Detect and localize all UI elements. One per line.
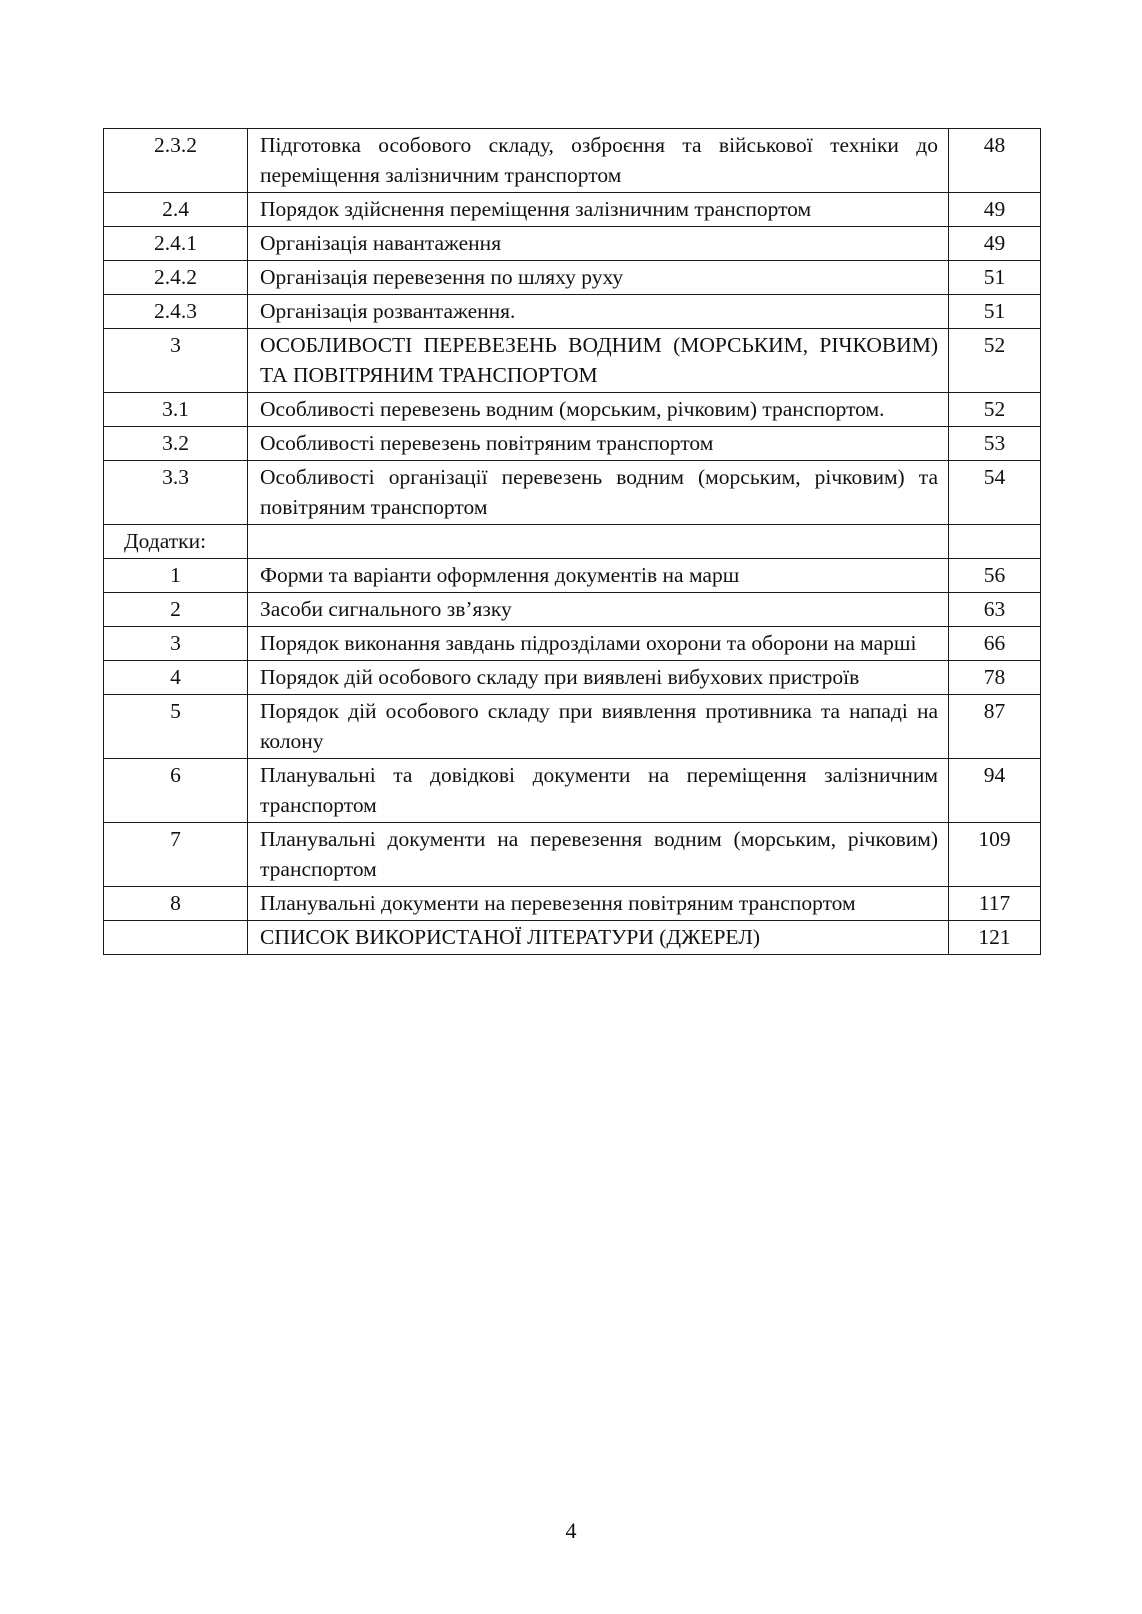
- toc-section-title: Організація перевезення по шляху руху: [248, 261, 949, 295]
- toc-page-number: 63: [949, 593, 1041, 627]
- toc-section-title: Планувальні та довідкові документи на переміщення залізничним транспортом: [248, 759, 949, 823]
- toc-section-number: 2.4.3: [104, 295, 248, 329]
- toc-section-number: 2.4.2: [104, 261, 248, 295]
- toc-section-title: ОСОБЛИВОСТІ ПЕРЕВЕЗЕНЬ ВОДНИМ (МОРСЬКИМ, РІЧКОВИМ) ТА ПОВІТРЯНИМ ТРАНСПОРТОМ: [248, 329, 949, 393]
- toc-row: [104, 559, 1041, 593]
- toc-section-number: [104, 921, 248, 955]
- toc-row: [104, 759, 1041, 823]
- toc-section-number: 3: [104, 627, 248, 661]
- toc-section-number: 5: [104, 695, 248, 759]
- toc-page-number: 48: [949, 129, 1041, 193]
- toc-page-number: 66: [949, 627, 1041, 661]
- toc-section-number: 2.4: [104, 193, 248, 227]
- toc-row: [104, 887, 1041, 921]
- toc-row: [104, 329, 1041, 393]
- toc-page-number: 52: [949, 393, 1041, 427]
- toc-section-number: 2: [104, 593, 248, 627]
- toc-section-number: 8: [104, 887, 248, 921]
- toc-row: [104, 661, 1041, 695]
- toc-section-number: 3: [104, 329, 248, 393]
- toc-page-number: 78: [949, 661, 1041, 695]
- toc-row: [104, 393, 1041, 427]
- toc-section-number: 1: [104, 559, 248, 593]
- toc-row: [104, 227, 1041, 261]
- toc-section-title: Особливості перевезень водним (морським, річковим) транспортом.: [248, 393, 949, 427]
- toc-page-number: [949, 525, 1041, 559]
- toc-section-title: СПИСОК ВИКОРИСТАНОЇ ЛІТЕРАТУРИ (ДЖЕРЕЛ): [248, 921, 949, 955]
- table-of-contents: [103, 128, 1041, 955]
- toc-page-number: 117: [949, 887, 1041, 921]
- toc-row: [104, 921, 1041, 955]
- toc-page-number: 94: [949, 759, 1041, 823]
- toc-section-number: 3.2: [104, 427, 248, 461]
- toc-page-number: 51: [949, 295, 1041, 329]
- toc-page-number: 51: [949, 261, 1041, 295]
- toc-body: [104, 129, 1041, 955]
- toc-section-title: Особливості організації перевезень водним (морським, річковим) та повітряним транспортом: [248, 461, 949, 525]
- toc-page-number: 54: [949, 461, 1041, 525]
- toc-section-title: Засоби сигнального зв’язку: [248, 593, 949, 627]
- toc-row: [104, 461, 1041, 525]
- toc-section-title: Порядок дій особового складу при виявлені вибухових пристроїв: [248, 661, 949, 695]
- toc-section-number: 2.3.2: [104, 129, 248, 193]
- toc-section-title: Організація навантаження: [248, 227, 949, 261]
- toc-page-number: 109: [949, 823, 1041, 887]
- toc-row: [104, 823, 1041, 887]
- toc-page-number: 121: [949, 921, 1041, 955]
- toc-page-number: 49: [949, 227, 1041, 261]
- toc-section-title: Порядок дій особового складу при виявлення противника та нападі на колону: [248, 695, 949, 759]
- toc-section-number: 3.1: [104, 393, 248, 427]
- toc-page-number: 56: [949, 559, 1041, 593]
- toc-section-title: [248, 525, 949, 559]
- toc-section-number: 7: [104, 823, 248, 887]
- toc-row: [104, 129, 1041, 193]
- toc-section-title: Планувальні документи на перевезення водним (морським, річковим) транспортом: [248, 823, 949, 887]
- toc-row: [104, 525, 1041, 559]
- toc-section-title: Форми та варіанти оформлення документів на марш: [248, 559, 949, 593]
- toc-row: [104, 193, 1041, 227]
- toc-page-number: 52: [949, 329, 1041, 393]
- toc-section-title: Організація розвантаження.: [248, 295, 949, 329]
- toc-section-number: Додатки:: [104, 525, 248, 559]
- toc-section-number: 6: [104, 759, 248, 823]
- toc-row: [104, 627, 1041, 661]
- toc-section-title: Підготовка особового складу, озброєння та військової техніки до переміщення залізничним транспортом: [248, 129, 949, 193]
- toc-section-title: Порядок здійснення переміщення залізничним транспортом: [248, 193, 949, 227]
- toc-page-number: 49: [949, 193, 1041, 227]
- toc-section-title: Особливості перевезень повітряним транспортом: [248, 427, 949, 461]
- toc-section-title: Планувальні документи на перевезення повітряним транспортом: [248, 887, 949, 921]
- toc-section-number: 2.4.1: [104, 227, 248, 261]
- toc-row: [104, 695, 1041, 759]
- toc-page-number: 87: [949, 695, 1041, 759]
- toc-section-number: 3.3: [104, 461, 248, 525]
- toc-row: [104, 593, 1041, 627]
- toc-row: [104, 295, 1041, 329]
- toc-row: [104, 261, 1041, 295]
- page-number: 4: [565, 1518, 577, 1543]
- toc-page-number: 53: [949, 427, 1041, 461]
- toc-section-title: Порядок виконання завдань підрозділами охорони та оборони на марші: [248, 627, 949, 661]
- toc-section-number: 4: [104, 661, 248, 695]
- toc-row: [104, 427, 1041, 461]
